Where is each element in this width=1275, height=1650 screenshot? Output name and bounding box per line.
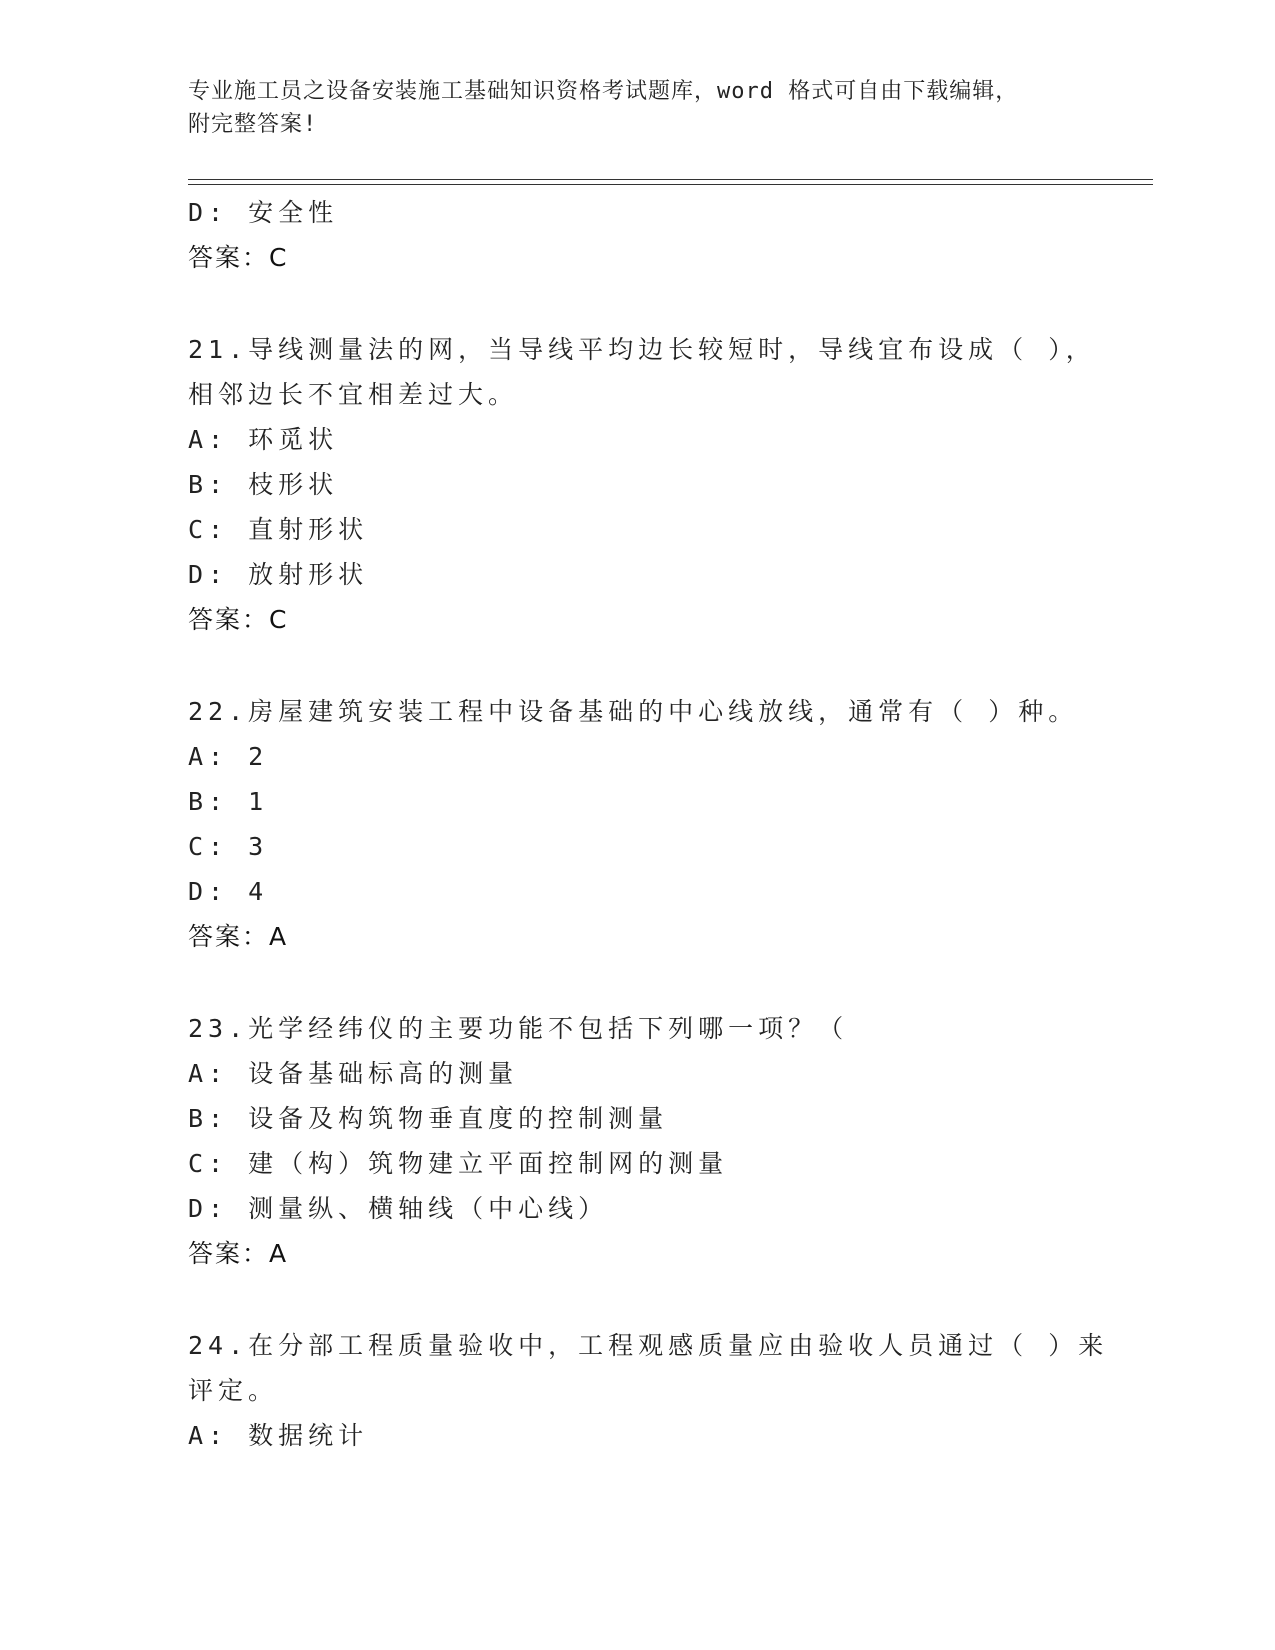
- option-d: D: 4: [188, 877, 269, 906]
- header-divider-top: [188, 179, 1153, 180]
- option-c: C: 直射形状: [188, 515, 369, 544]
- question-stem: 24.在分部工程质量验收中，工程观感质量应由验收人员通过（ ）来: [188, 1331, 1109, 1360]
- question-stem: 22.房屋建筑安装工程中设备基础的中心线放线，通常有（ ）种。: [188, 697, 1079, 726]
- question-24: [188, 1323, 1109, 1458]
- answer: 答案：C: [188, 605, 289, 634]
- question-stem-continued: 评定。: [188, 1376, 279, 1405]
- question-22: [188, 689, 1088, 959]
- question-stem: 23.光学经纬仪的主要功能不包括下列哪一项？（: [188, 1014, 849, 1043]
- option-a: A: 数据统计: [188, 1421, 369, 1450]
- spacer: [188, 959, 1088, 1006]
- question-23: [188, 1006, 1088, 1276]
- option-b: B: 设备及构筑物垂直度的控制测量: [188, 1104, 669, 1133]
- option-a: A: 2: [188, 742, 269, 771]
- question-stem-continued: 相邻边长不宜相差过大。: [188, 380, 519, 409]
- answer: 答案：C: [188, 243, 289, 272]
- answer: 答案：A: [188, 922, 289, 951]
- spacer: [188, 280, 1088, 327]
- question-20-continued: [188, 190, 1088, 280]
- option-c: C: 建（构）筑物建立平面控制网的测量: [188, 1149, 729, 1178]
- header-divider-bottom: [188, 184, 1153, 185]
- option-d: D: 测量纵、横轴线（中心线）: [188, 1194, 609, 1223]
- option-d: D: 安全性: [188, 198, 339, 227]
- question-stem: 21.导线测量法的网，当导线平均边长较短时，导线宜布设成（ ），: [188, 335, 1096, 364]
- option-c: C: 3: [188, 832, 269, 861]
- header-title-line-1: 专业施工员之设备安装施工基础知识资格考试题库，word 格式可自由下载编辑，: [188, 79, 1019, 104]
- option-a: A: 设备基础标高的测量: [188, 1059, 519, 1088]
- spacer: [188, 642, 1088, 689]
- option-b: B: 枝形状: [188, 470, 339, 499]
- option-a: A: 环觅状: [188, 425, 339, 454]
- answer: 答案：A: [188, 1239, 289, 1268]
- page-header: [188, 75, 1068, 141]
- header-title-line-2: 附完整答案!: [188, 112, 318, 137]
- option-b: B: 1: [188, 787, 269, 816]
- option-d: D: 放射形状: [188, 560, 369, 589]
- question-list: [188, 190, 1109, 1458]
- question-21: [188, 327, 1096, 642]
- spacer: [188, 1276, 1088, 1323]
